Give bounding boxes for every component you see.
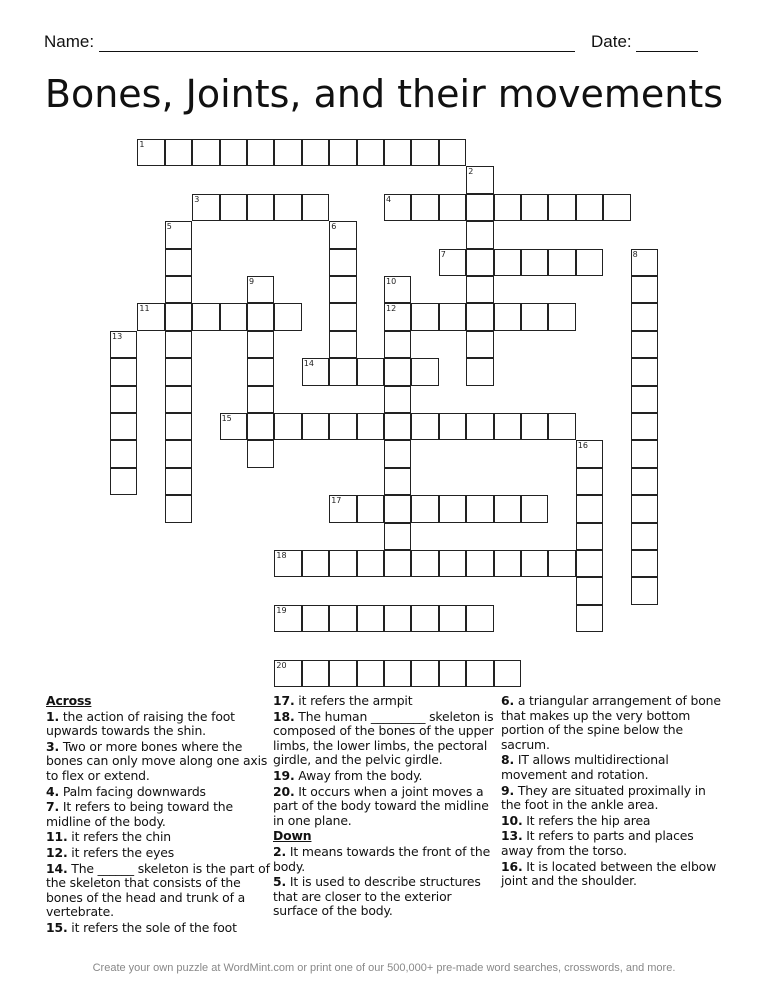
down-clue [501,784,727,813]
grid-cell[interactable] [357,358,384,385]
clue-number: 10 [386,277,397,286]
grid-cell[interactable] [247,440,274,467]
grid-cell[interactable] [521,413,548,440]
grid-cell[interactable] [165,221,192,248]
clue-number: 3. [46,738,60,754]
clue-text: It refers to parts and places away from the torso. [501,828,694,858]
grid-cell[interactable] [384,468,411,495]
clue-number: 15 [221,414,232,423]
grid-cell[interactable] [165,276,192,303]
grid-cell[interactable] [631,440,658,467]
grid-cell[interactable] [384,440,411,467]
clue-number: 15. [46,919,68,935]
grid-cell[interactable] [165,331,192,358]
grid-cell[interactable] [165,413,192,440]
across-clue [46,846,272,861]
grid-cell[interactable] [165,139,192,166]
clue-text: It occurs when a joint moves a part of the body toward the midline in one plane. [273,783,489,828]
grid-cell[interactable] [110,413,137,440]
grid-cell[interactable] [631,249,658,276]
across-clue [46,830,272,845]
grid-cell[interactable] [631,358,658,385]
clue-number: 8. [501,752,515,768]
grid-cell[interactable] [165,468,192,495]
across-clue [273,785,499,829]
across-clue [46,921,272,936]
grid-cell[interactable] [521,303,548,330]
grid-cell[interactable] [137,303,164,330]
grid-cell[interactable] [411,605,438,632]
date-label: Date: [591,32,632,51]
grid-cell[interactable] [220,303,247,330]
grid-cell[interactable] [302,139,329,166]
grid-cell[interactable] [274,139,301,166]
clue-text: They are situated proximally in the foot in the ankle area. [501,782,706,813]
grid-cell[interactable] [302,358,329,385]
clue-number: 14. [46,860,68,876]
across-clue [46,740,272,784]
grid-cell[interactable] [329,605,356,632]
grid-cell[interactable] [384,386,411,413]
grid-cell[interactable] [192,194,219,221]
grid-cell[interactable] [329,358,356,385]
grid-cell[interactable] [466,331,493,358]
grid-cell[interactable] [494,413,521,440]
clue-number: 7 [440,249,446,259]
clue-number: 13. [501,828,523,844]
grid-cell[interactable] [220,139,247,166]
clue-number: 9. [501,782,515,798]
name-label: Name: [44,32,95,51]
across-clue [46,710,272,739]
clues-column-1 [46,694,272,937]
clue-number: 7. [46,799,60,815]
grid-cell[interactable] [329,303,356,330]
grid-cell[interactable] [274,303,301,330]
clue-number: 14 [303,359,314,369]
grid-cell[interactable] [110,331,137,358]
grid-cell[interactable] [631,495,658,522]
grid-cell[interactable] [247,413,274,440]
across-clue [273,769,499,784]
grid-cell[interactable] [466,605,493,632]
down-clue [501,814,727,829]
grid-cell[interactable] [521,194,548,221]
grid-cell[interactable] [631,577,658,604]
clue-number: 10. [501,812,523,828]
grid-cell[interactable] [411,495,438,522]
grid-cell[interactable] [466,660,493,687]
grid-cell[interactable] [302,194,329,221]
footer-credit: Create your own puzzle at WordMint.com or print one of our 500,000+ pre-made word searches, crosswords, and more. [92,962,676,974]
grid-cell[interactable] [494,660,521,687]
grid-cell[interactable] [274,413,301,440]
grid-cell[interactable] [631,331,658,358]
grid-cell[interactable] [384,523,411,550]
page-title: Bones, Joints, and their movements [44,72,724,116]
clue-number: 18. [273,708,295,724]
grid-cell[interactable] [274,550,301,577]
clue-text: The ______ skeleton is the part of the skeleton that consists of the bones of the head and trunk of a vertebrate. [46,860,270,920]
grid-cell[interactable] [411,358,438,385]
grid-cell[interactable] [110,468,137,495]
clue-number: 16 [577,441,588,451]
grid-cell[interactable] [576,577,603,604]
clue-number: 1. [46,708,60,724]
grid-cell[interactable] [357,605,384,632]
grid-cell[interactable] [411,660,438,687]
grid-cell[interactable] [521,495,548,522]
grid-cell[interactable] [384,139,411,166]
grid-cell[interactable] [192,139,219,166]
grid-cell[interactable] [357,139,384,166]
grid-cell[interactable] [466,303,493,330]
grid-cell[interactable] [631,303,658,330]
clue-number: 19 [276,605,287,615]
clue-number: 5 [166,222,172,232]
grid-cell[interactable] [329,139,356,166]
grid-cell[interactable] [494,249,521,276]
clue-text: it refers the sole of the foot [67,919,237,935]
clue-text: it refers the armpit [294,693,413,708]
grid-cell[interactable] [466,276,493,303]
down-clue [501,694,727,752]
clue-text: IT allows multidirectional movement and rotation. [501,752,669,782]
down-clue [273,875,499,919]
across-clue [273,710,499,768]
down-heading: Down [273,828,312,844]
grid-cell[interactable] [466,221,493,248]
down-clue [501,860,727,889]
grid-cell[interactable] [548,303,575,330]
clue-text: It refers the hip area [522,812,651,828]
across-heading: Across [46,693,92,708]
clue-text: a triangular arrangement of bone that makes up the very bottom portion of the spine below the sacrum. [501,693,721,752]
grid-cell[interactable] [302,413,329,440]
clue-number: 4. [46,783,60,799]
grid-cell[interactable] [384,331,411,358]
clue-number: 13 [112,331,123,341]
clue-number: 12 [386,304,397,314]
grid-cell[interactable] [439,413,466,440]
grid-cell[interactable] [357,550,384,577]
grid-cell[interactable] [384,194,411,221]
grid-cell[interactable] [384,413,411,440]
grid-cell[interactable] [329,331,356,358]
grid-cell[interactable] [384,276,411,303]
clue-text: Away from the body. [294,767,423,783]
grid-cell[interactable] [110,386,137,413]
across-clue [273,694,499,709]
grid-cell[interactable] [302,550,329,577]
grid-cell[interactable] [384,605,411,632]
grid-cell[interactable] [302,660,329,687]
grid-cell[interactable] [329,550,356,577]
clue-text: It is located between the elbow joint and the shoulder. [501,858,717,889]
clue-number: 6. [501,693,515,708]
grid-cell[interactable] [466,358,493,385]
grid-cell[interactable] [576,249,603,276]
grid-cell[interactable] [576,495,603,522]
grid-cell[interactable] [466,495,493,522]
grid-cell[interactable] [439,495,466,522]
clue-number: 6 [331,222,337,232]
across-clue [46,800,272,829]
grid-cell[interactable] [329,249,356,276]
grid-cell[interactable] [631,523,658,550]
grid-cell[interactable] [384,358,411,385]
grid-cell[interactable] [165,386,192,413]
across-clue [46,785,272,800]
grid-cell[interactable] [220,413,247,440]
clue-number: 17 [331,496,342,506]
grid-cell[interactable] [548,550,575,577]
grid-cell[interactable] [274,194,301,221]
clues-column-2 [273,694,499,920]
grid-cell[interactable] [411,139,438,166]
grid-cell[interactable] [247,331,274,358]
date-field[interactable] [591,32,698,52]
clue-number: 20. [273,783,295,799]
down-clue [273,845,499,874]
date-blank-line [636,35,698,52]
grid-cell[interactable] [494,194,521,221]
clue-number: 17. [273,693,295,708]
clues-column-3 [501,694,727,890]
grid-cell[interactable] [411,194,438,221]
clue-text: The human _________ skeleton is composed of the bones of the upper limbs, the lower limbs, the pectoral girdle, and the pelvic girdle. [273,708,494,768]
grid-cell[interactable] [631,468,658,495]
grid-cell[interactable] [247,276,274,303]
across-clue [46,862,272,920]
grid-cell[interactable] [439,139,466,166]
clue-text: Two or more bones where the bones can only move along one axis to flex or extend. [46,738,268,783]
grid-cell[interactable] [165,303,192,330]
clue-text: It refers to being toward the midline of the body. [46,799,233,829]
grid-cell[interactable] [576,605,603,632]
clue-number: 2. [273,843,287,859]
grid-cell[interactable] [576,440,603,467]
grid-cell[interactable] [165,358,192,385]
grid-cell[interactable] [576,550,603,577]
grid-cell[interactable] [247,139,274,166]
clue-text: Palm facing downwards [59,783,206,799]
grid-cell[interactable] [384,303,411,330]
clue-text: it refers the chin [67,829,171,845]
clue-number: 11 [139,304,150,314]
clue-number: 5. [273,874,287,890]
grid-cell[interactable] [329,495,356,522]
grid-cell[interactable] [110,358,137,385]
grid-cell[interactable] [302,605,329,632]
grid-cell[interactable] [411,303,438,330]
grid-cell[interactable] [439,303,466,330]
clue-number: 9 [249,277,255,286]
grid-cell[interactable] [576,468,603,495]
name-field[interactable] [44,32,575,52]
name-blank-line [99,35,575,52]
grid-cell[interactable] [411,413,438,440]
grid-cell[interactable] [357,413,384,440]
grid-cell[interactable] [576,194,603,221]
clue-number: 3 [194,194,200,204]
grid-cell[interactable] [466,413,493,440]
clue-number: 4 [386,194,392,204]
down-clue [501,753,727,782]
grid-cell[interactable] [384,550,411,577]
grid-cell[interactable] [439,550,466,577]
grid-cell[interactable] [603,194,630,221]
clue-text: It means towards the front of the body. [273,843,491,874]
clue-number: 19. [273,767,295,783]
grid-cell[interactable] [466,249,493,276]
grid-cell[interactable] [329,413,356,440]
grid-cell[interactable] [576,523,603,550]
clue-text: it refers the eyes [67,844,175,860]
grid-cell[interactable] [384,495,411,522]
grid-cell[interactable] [329,276,356,303]
grid-cell[interactable] [548,194,575,221]
clue-number: 16. [501,858,523,874]
down-clue [501,829,727,858]
grid-cell[interactable] [466,166,493,193]
grid-cell[interactable] [631,276,658,303]
grid-cell[interactable] [329,221,356,248]
grid-cell[interactable] [274,605,301,632]
grid-cell[interactable] [247,386,274,413]
grid-cell[interactable] [494,303,521,330]
grid-cell[interactable] [357,495,384,522]
grid-cell[interactable] [548,249,575,276]
clue-number: 2 [468,167,474,177]
clue-number: 11. [46,829,68,845]
grid-cell[interactable] [439,660,466,687]
clue-number: 12. [46,844,68,860]
clue-text: the action of raising the foot upwards towards the shin. [46,708,235,739]
grid-cell[interactable] [192,303,219,330]
grid-cell[interactable] [357,660,384,687]
grid-cell[interactable] [247,194,274,221]
grid-cell[interactable] [631,386,658,413]
grid-cell[interactable] [384,660,411,687]
grid-cell[interactable] [220,194,247,221]
grid-cell[interactable] [165,495,192,522]
grid-cell[interactable] [165,249,192,276]
grid-cell[interactable] [494,495,521,522]
grid-cell[interactable] [110,440,137,467]
grid-cell[interactable] [247,358,274,385]
clue-number: 20 [276,660,287,670]
grid-cell[interactable] [439,249,466,276]
grid-cell[interactable] [137,139,164,166]
grid-cell[interactable] [521,249,548,276]
grid-cell[interactable] [274,660,301,687]
grid-cell[interactable] [466,550,493,577]
grid-cell[interactable] [165,440,192,467]
clue-text: It is used to describe structures that are closer to the exterior surface of the body. [273,874,481,919]
grid-cell[interactable] [548,413,575,440]
grid-cell[interactable] [494,550,521,577]
grid-cell[interactable] [631,550,658,577]
clue-number: 1 [139,140,145,149]
grid-cell[interactable] [411,550,438,577]
grid-cell[interactable] [329,660,356,687]
clue-number: 18 [276,551,287,560]
grid-cell[interactable] [439,194,466,221]
grid-cell[interactable] [631,413,658,440]
grid-cell[interactable] [247,303,274,330]
grid-cell[interactable] [466,194,493,221]
clue-number: 8 [632,249,638,259]
grid-cell[interactable] [521,550,548,577]
grid-cell[interactable] [439,605,466,632]
